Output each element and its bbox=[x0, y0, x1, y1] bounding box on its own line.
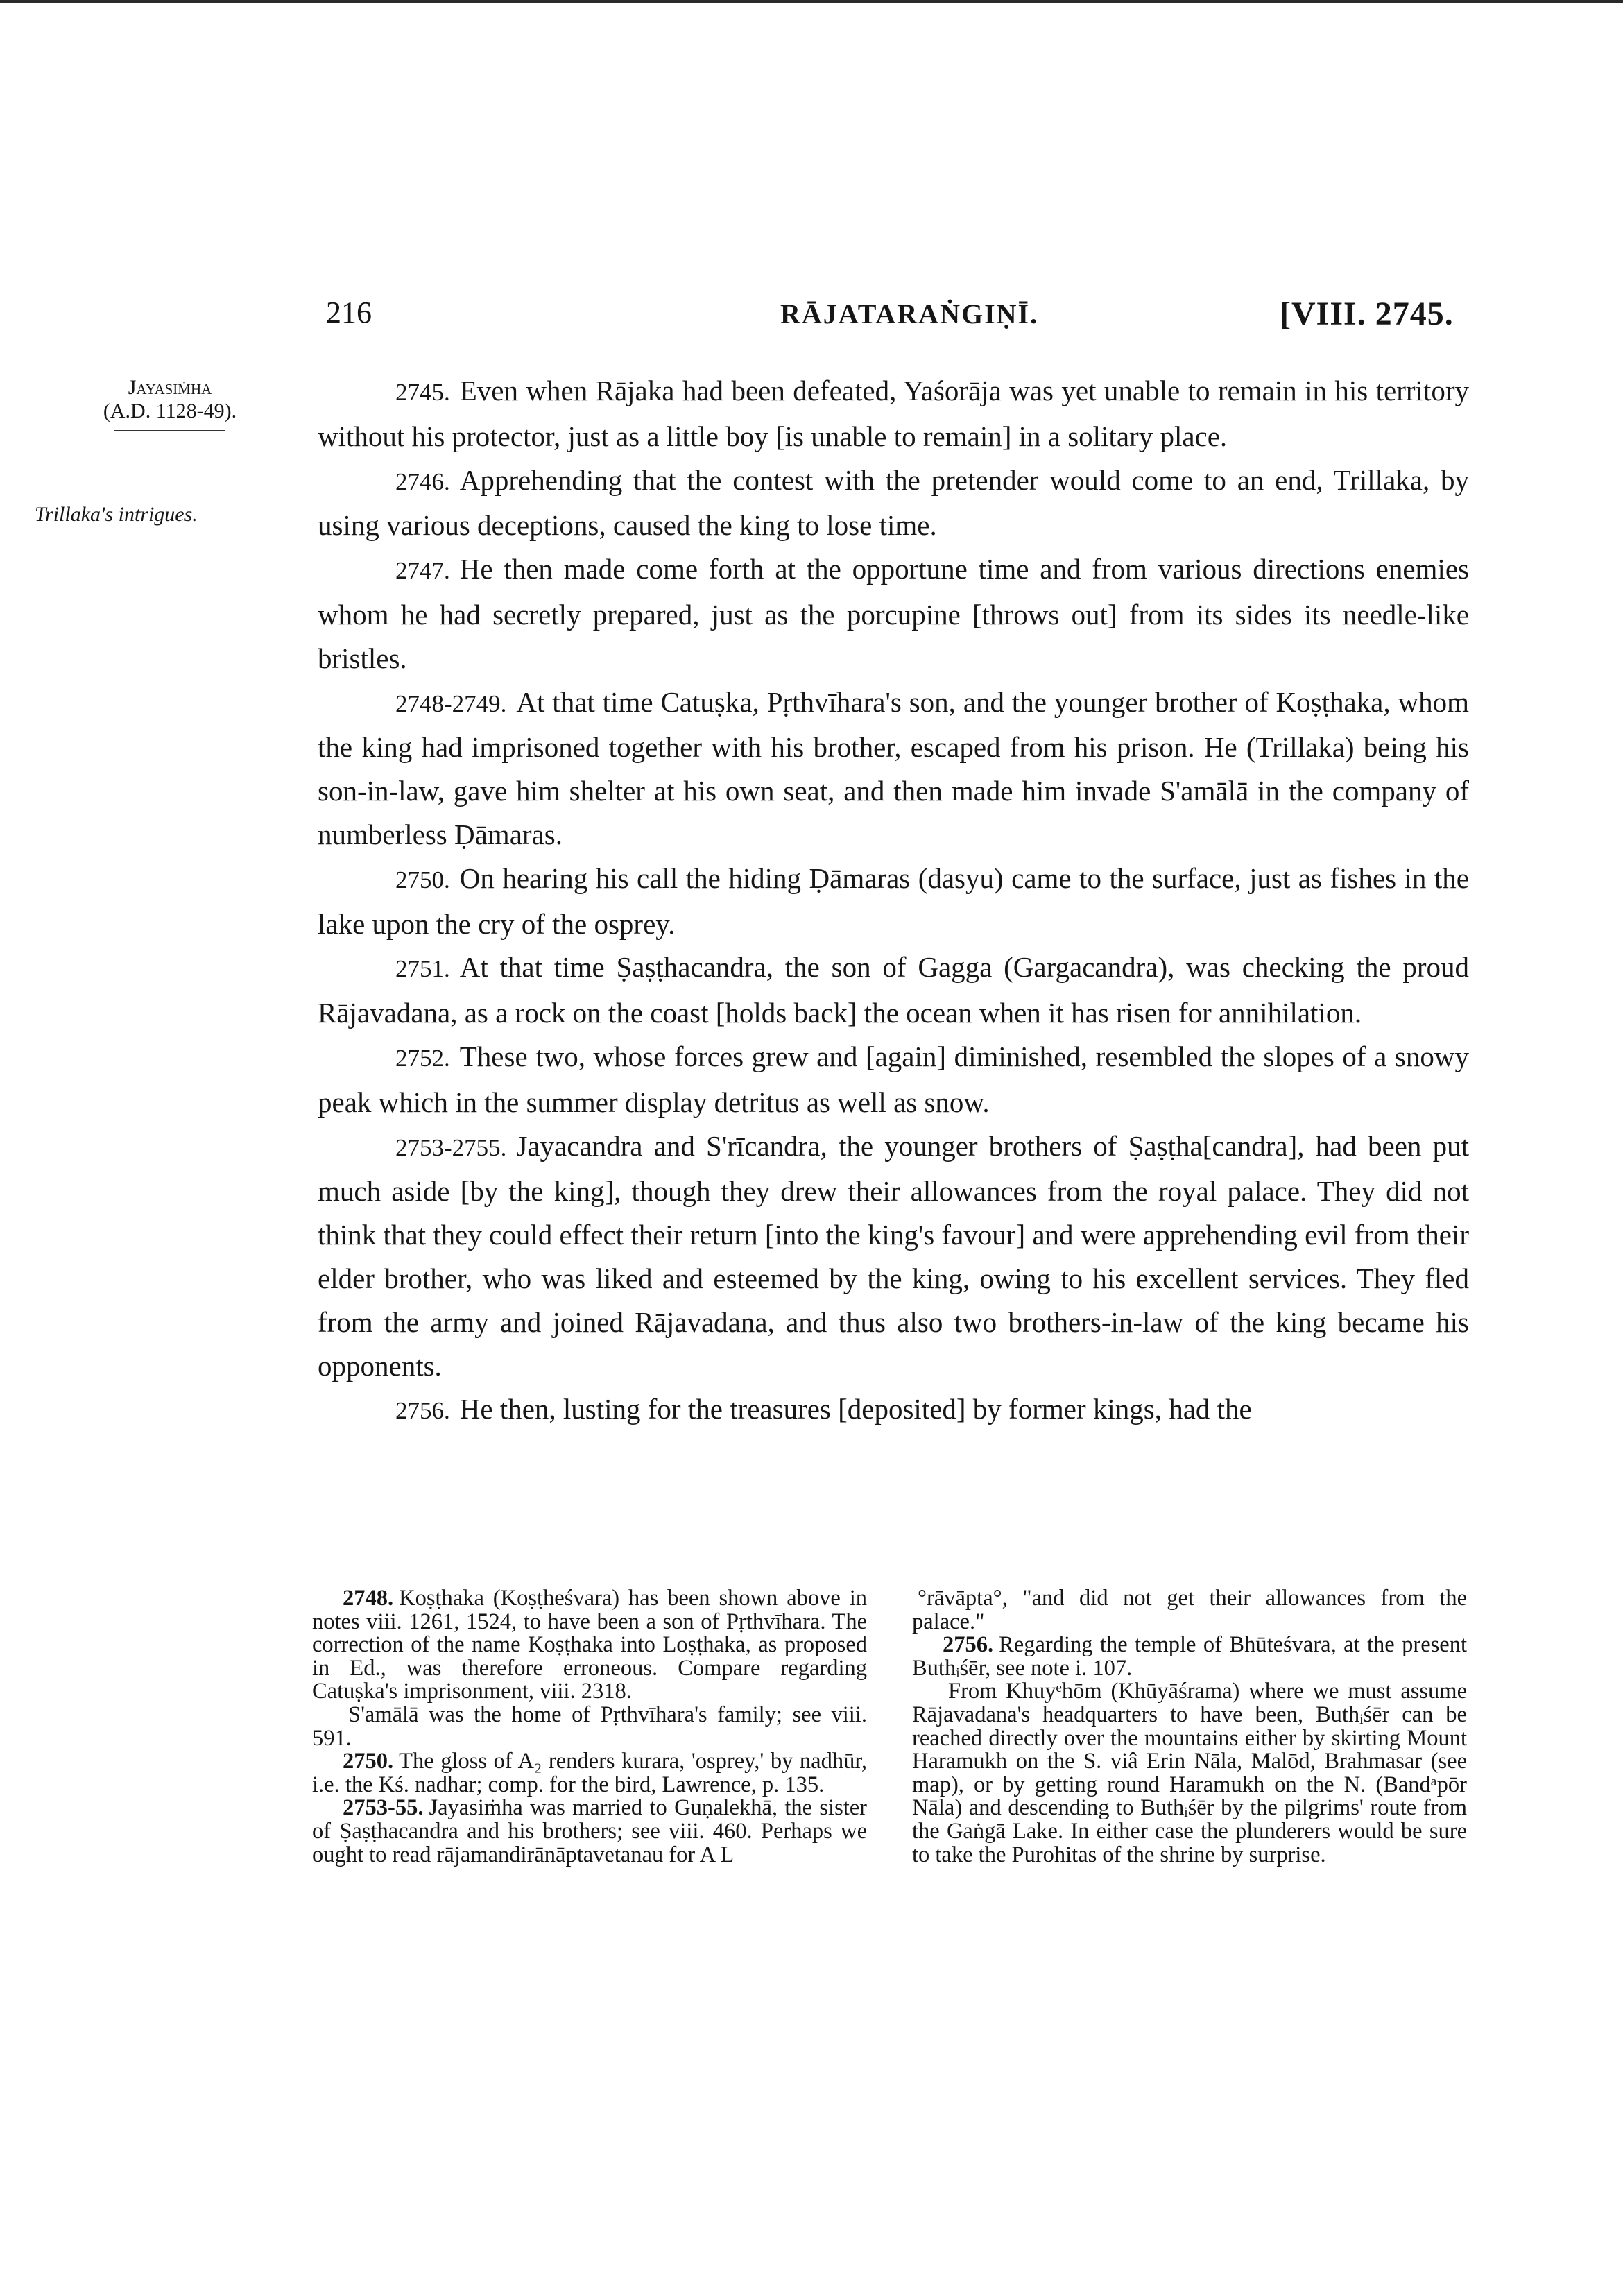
footnote-number: 2750. bbox=[343, 1749, 394, 1774]
verse bbox=[318, 369, 1469, 459]
verse bbox=[318, 1035, 1469, 1124]
page-number: 216 bbox=[326, 295, 372, 329]
verse-number: 2750. bbox=[395, 866, 450, 893]
footnote-text: Koṣṭhaka (Koṣṭheśvara) has been shown above in notes viii. 1261, 1524, to have been a son of Pṛthvīhara. The correction of the name Koṣṭhaka into Loṣṭhaka, as proposed in Ed., was therefore erroneous. Compare regarding Catuṣka's imprisonment, viii. 2318. bbox=[312, 1586, 867, 1704]
footnote-number: 2756. bbox=[943, 1632, 994, 1658]
page-header bbox=[0, 295, 1623, 350]
verse bbox=[318, 945, 1469, 1035]
footnote-text: Regarding the temple of Bhūteśvara, at the present Buthᵢśēr, see note i. 107. bbox=[912, 1632, 1467, 1681]
footnote bbox=[912, 1587, 1467, 1634]
footnote bbox=[312, 1750, 867, 1797]
verse-number: 2756. bbox=[395, 1397, 450, 1425]
margin-note-trillaka: Trillaka's intrigues. bbox=[35, 503, 198, 526]
section-reference: [VIII. 2745. bbox=[1280, 295, 1454, 332]
footnote-number: 2753-55. bbox=[343, 1795, 424, 1821]
verse-text: Apprehending that the contest with the pretender would come to an end, Trillaka, by using various deceptions, caused the king to lose time. bbox=[318, 463, 1469, 542]
footnote bbox=[912, 1680, 1467, 1867]
verse bbox=[318, 1387, 1469, 1433]
verse-text: At that time Ṣaṣṭhacandra, the son of Gagga (Gargacandra), was checking the proud Rājavadana, as a rock on the coast [holds back] the ocean when it has risen for annihilation. bbox=[318, 951, 1469, 1029]
verse bbox=[318, 1124, 1469, 1388]
footnotes bbox=[312, 1587, 1467, 1867]
footnote bbox=[312, 1797, 867, 1867]
verse-number: 2746. bbox=[395, 468, 450, 495]
running-title: RĀJATARAṄGIṆĪ. bbox=[780, 298, 1039, 329]
verse-number: 2745. bbox=[395, 379, 450, 406]
footnote-text: °rāvāpta°, "and did not get their allowances from the palace." bbox=[912, 1586, 1467, 1634]
verse-text: He then made come forth at the opportune time and from various directions enemies whom he had secretly prepared, just as the porcupine [throws out] from its sides its needle-like bristles. bbox=[318, 553, 1469, 674]
margin-divider bbox=[114, 430, 225, 431]
verse-number: 2751. bbox=[395, 955, 450, 983]
footnote bbox=[912, 1634, 1467, 1680]
verse bbox=[318, 857, 1469, 946]
verse bbox=[318, 680, 1469, 857]
verse-text: Jayacandra and S'rīcandra, the younger brothers of Ṣaṣṭha[candra], had been put much aside [by the king], though they drew their allowances from the royal palace. They did not think that they could effect their return [into the king's favour] and were apprehending evil from their elder brother, who was liked and esteemed by the king, owing to his excellent services. They fled from the army and joined Rājavadana, and thus also two brothers-in-law of the king became his opponents. bbox=[318, 1129, 1469, 1382]
verse-text: He then, lusting for the treasures [deposited] by former kings, had the bbox=[459, 1393, 1252, 1425]
margin-ruler-name: Jayasiṁha bbox=[128, 376, 212, 399]
verse-number: 2747. bbox=[395, 557, 450, 585]
footnote-text: S'amālā was the home of Pṛthvīhara's family; see viii. 591. bbox=[312, 1702, 867, 1751]
margin-ruler-note bbox=[35, 376, 305, 431]
footnote bbox=[312, 1587, 867, 1704]
verse-text: At that time Catuṣka, Pṛthvīhara's son, and the younger brother of Koṣṭhaka, whom the king had imprisoned together with his brother, escaped from his prison. He (Trillaka) being his son-in-law, gave him shelter at his own seat, and then made him invade S'amālā in the company of numberless Ḍāmaras. bbox=[318, 685, 1469, 850]
verse bbox=[318, 459, 1469, 548]
margin-ruler-dates: (A.D. 1128-49). bbox=[103, 400, 237, 422]
verse-number: 2748-2749. bbox=[395, 689, 507, 717]
verse-text: On hearing his call the hiding Ḍāmaras (dasyu) came to the surface, just as fishes in the lake upon the cry of the osprey. bbox=[318, 862, 1469, 940]
footnote bbox=[312, 1704, 867, 1750]
verse-number: 2752. bbox=[395, 1044, 450, 1072]
main-text bbox=[318, 369, 1469, 1433]
footnote-text: The gloss of A₂ renders kurara, 'osprey,' by nadhūr, i.e. the Kś. nadhar; comp. for the bird, Lawrence, p. 135. bbox=[312, 1749, 867, 1797]
footnote-text: Jayasiṁha was married to Guṇalekhā, the sister of Ṣaṣṭhacandra and his brothers; see viii. 460. Perhaps we ought to read rājamandirānāptavetanau for A L bbox=[312, 1795, 867, 1867]
top-border-line bbox=[0, 0, 1623, 3]
footnote-number: 2748. bbox=[343, 1586, 394, 1611]
verse-text: These two, whose forces grew and [again] diminished, resembled the slopes of a snowy peak which in the summer display detritus as well as snow. bbox=[318, 1040, 1469, 1118]
verse-text: Even when Rājaka had been defeated, Yaśorāja was yet unable to remain in his territory without his protector, just as a little boy [is unable to remain] in a solitary place. bbox=[318, 375, 1469, 452]
footnotes-right-column bbox=[912, 1587, 1467, 1867]
verse bbox=[318, 547, 1469, 680]
footnotes-left-column bbox=[312, 1587, 867, 1867]
verse-number: 2753-2755. bbox=[395, 1133, 507, 1161]
footnote-text: From Khuyᵉhōm (Khūyāśrama) where we must assume Rājavadana's headquarters to have been, Buthᵢśēr can be reached directly over the mountains either by skirting Mount Haramukh on the S. viâ Erin Nāla, Malōd, Brahmasar (see map), or by getting round Haramukh on the N. (Bandᵃpōr Nāla) and descending to Buthᵢśēr by the pilgrims' route from the Gaṅgā Lake. In either case the plunderers would be sure to take the Purohitas of the shrine by surprise. bbox=[912, 1679, 1467, 1867]
